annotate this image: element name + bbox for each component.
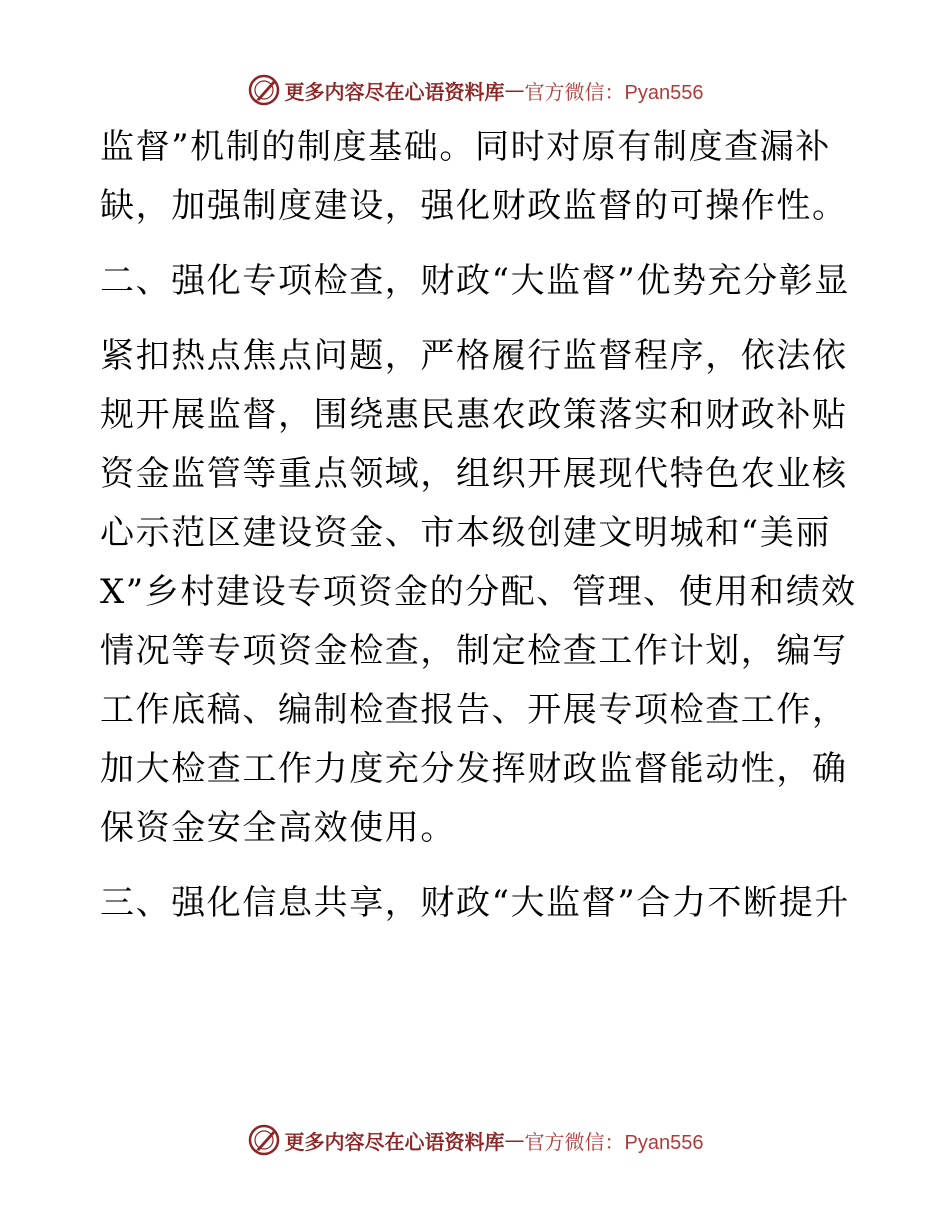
brand-logo-icon [247, 73, 281, 107]
document-body [100, 118, 860, 933]
section-heading-3: 三、强化信息共享，财政“大监督”合力不断提升 [100, 883, 850, 923]
banner-dash: — [504, 78, 525, 102]
footer-banner [0, 1120, 950, 1160]
section-heading-2: 二、强化专项检查，财政“大监督”优势充分彰显 [100, 261, 850, 301]
banner-contact-text: 官方微信：Pyan556 [524, 81, 704, 104]
brand-logo-icon [247, 1123, 281, 1157]
header-banner [0, 70, 950, 110]
banner-contact-text: 官方微信：Pyan556 [524, 1131, 704, 1154]
paragraph-2: 紧扣热点焦点问题，严格履行监督程序，依法依规开展监督，围绕惠民惠农政策落实和财政补贴资金监管等重点领域，组织开展现代特色农业核心示范区建设资金、市本级创建文明城和“美丽X”乡村建设专项资金的分配、管理、使用和绩效情况等专项资金检查，制定检查工作计划，编写工作底稿、编制检查报告、开展专项检查工作，加大检查工作力度充分发挥财政监督能动性，确保资金安全高效使用。 [100, 336, 857, 848]
banner-dash: — [504, 1128, 525, 1152]
banner-brand-text: 更多内容尽在心语资料库 [284, 1129, 505, 1154]
paragraph-1: 监督”机制的制度基础。同时对原有制度查漏补缺，加强制度建设，强化财政监督的可操作性。 [100, 127, 848, 226]
banner-brand-text: 更多内容尽在心语资料库 [284, 79, 505, 104]
